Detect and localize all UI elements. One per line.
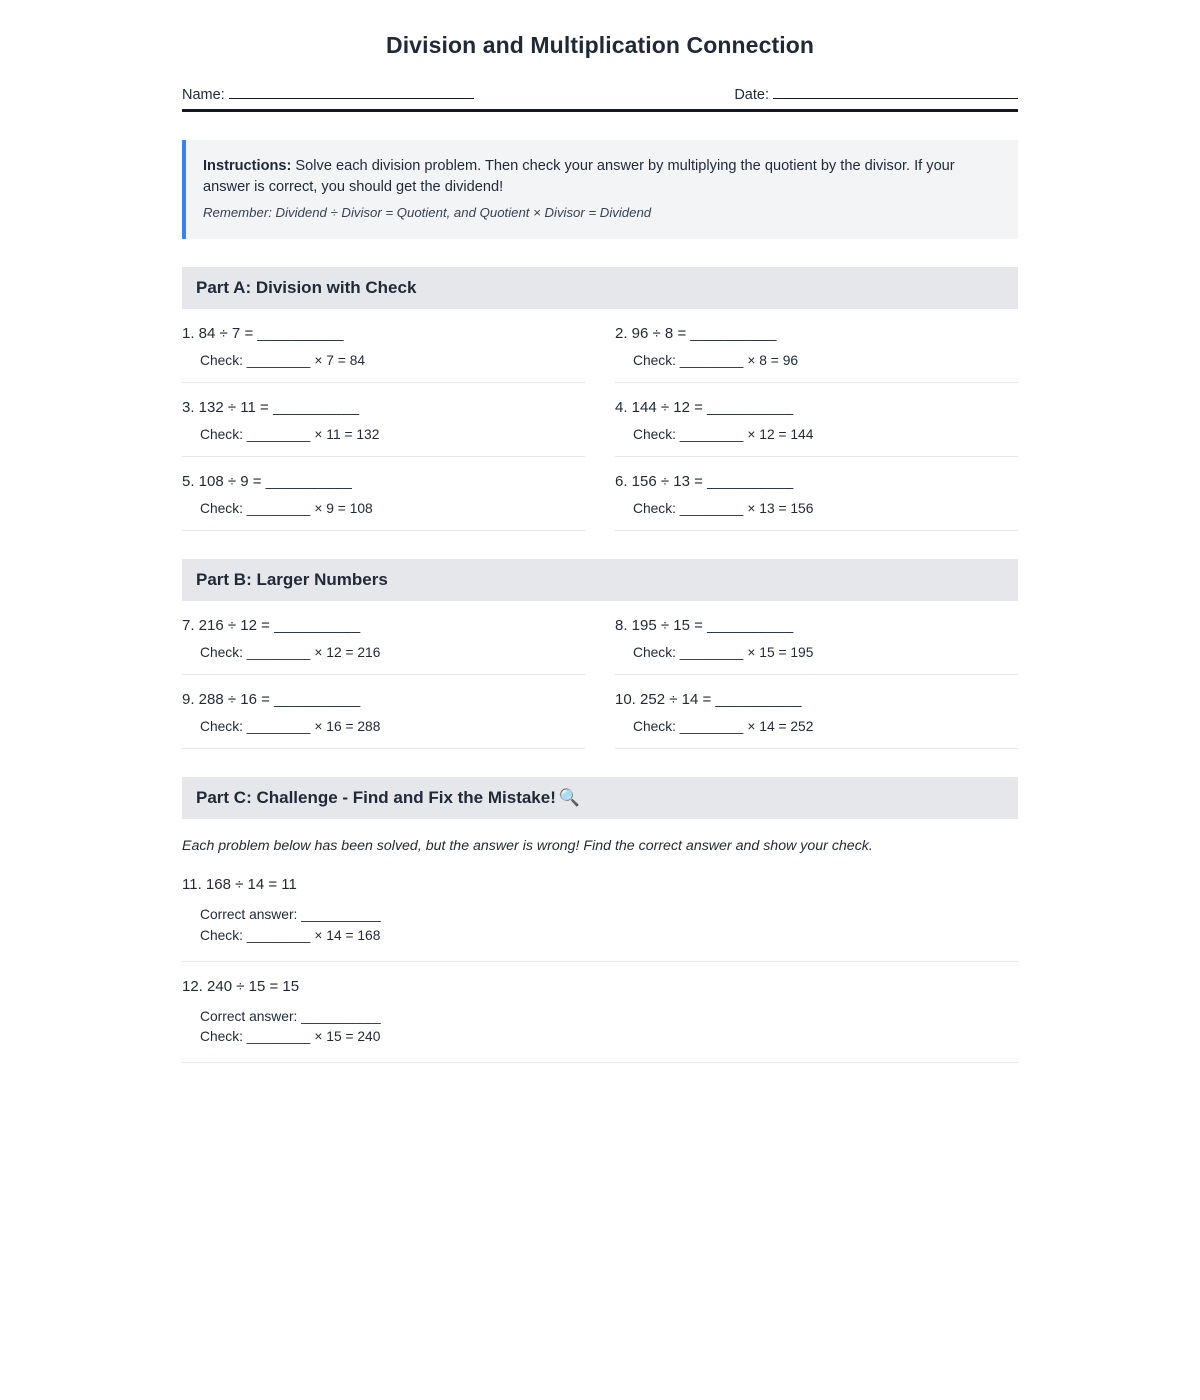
instructions-label: Instructions: [203,158,292,174]
challenge-answer-area [182,1007,1018,1048]
problem-expression: 7. 216 ÷ 12 = [182,617,275,635]
problem-item [615,675,1018,749]
check-equation-tail: × 13 = 156 [743,501,814,517]
correct-answer-line [200,905,1018,926]
check-line [182,353,585,368]
challenge-problem-item [182,962,1018,1063]
instructions-note: Remember: Dividend ÷ Divisor = Quotient, and Quotient × Divisor = Dividend [203,205,652,221]
problem-statement [182,617,585,634]
name-input-line[interactable] [229,85,474,99]
check-blank[interactable]: ________ [679,427,744,443]
header-divider [182,109,1018,112]
section-title: Part B: Larger Numbers [196,570,388,590]
problem-statement [182,473,585,490]
problem-item [615,383,1018,457]
check-line [182,645,585,660]
check-blank[interactable]: ________ [679,645,744,661]
problem-expression: 8. 195 ÷ 15 = [615,617,708,635]
check-blank[interactable]: ________ [246,719,311,735]
check-label: Check: [200,353,247,369]
check-line [615,353,1018,368]
correct-answer-blank[interactable]: __________ [301,907,381,923]
problem-expression: 1. 84 ÷ 7 = [182,325,258,343]
check-label: Check: [633,501,680,517]
magnifying-glass-icon: 🔍 [558,788,581,808]
check-blank[interactable]: ________ [679,719,744,735]
check-equation-tail: × 14 = 252 [743,719,814,735]
check-equation-tail: × 12 = 216 [310,645,381,661]
check-equation-tail: × 14 = 168 [310,927,381,943]
check-blank[interactable]: ________ [246,353,311,369]
check-blank[interactable]: ________ [679,353,744,369]
check-label: Check: [633,353,680,369]
instructions-text [203,156,1000,197]
challenge-problem-list [182,860,1018,1063]
problem-statement [615,473,1018,490]
challenge-statement: 11. 168 ÷ 14 = 11 [182,876,297,894]
check-blank[interactable]: ________ [679,501,744,517]
check-label: Check: [200,645,247,661]
answer-blank[interactable]: __________ [707,473,794,491]
section-title: Part A: Division with Check [196,278,417,298]
correct-answer-label: Correct answer: [200,907,302,923]
answer-blank[interactable]: __________ [274,617,361,635]
problem-statement [182,399,585,416]
check-blank[interactable]: ________ [246,427,311,443]
date-field-group [688,85,1018,103]
check-line [615,427,1018,442]
check-label: Check: [200,927,247,943]
check-equation-tail: × 8 = 96 [743,353,799,369]
check-label: Check: [200,719,247,735]
check-equation-tail: × 11 = 132 [310,427,380,443]
problem-statement [615,691,1018,708]
check-line [200,926,1018,947]
problem-statement [615,325,1018,342]
check-label: Check: [633,719,680,735]
problem-expression: 6. 156 ÷ 13 = [615,473,708,491]
check-equation-tail: × 15 = 240 [310,1029,381,1045]
problem-item [615,309,1018,383]
challenge-note: Each problem below has been solved, but the answer is wrong! Find the correct answer and show your check. [182,838,873,855]
name-field-group [182,85,512,103]
check-equation-tail: × 16 = 288 [310,719,381,735]
check-equation-tail: × 9 = 108 [310,501,373,517]
section-header [182,267,1018,309]
page-title: Division and Multiplication Connection [385,32,815,58]
problem-statement [615,399,1018,416]
check-label: Check: [633,645,680,661]
challenge-statement: 12. 240 ÷ 15 = 15 [182,977,300,995]
name-label: Name: [182,87,225,103]
answer-blank[interactable]: __________ [690,325,777,343]
challenge-answer-area [182,905,1018,946]
problem-expression: 4. 144 ÷ 12 = [615,399,708,417]
check-blank[interactable]: ________ [246,501,311,517]
check-equation-tail: × 15 = 195 [743,645,814,661]
check-blank[interactable]: ________ [246,927,311,943]
problem-item [182,601,585,675]
problem-grid [182,309,1018,531]
problem-expression: 9. 288 ÷ 16 = [182,691,275,709]
instructions-box [182,140,1018,239]
problem-item [615,601,1018,675]
name-date-row [182,85,1018,103]
answer-blank[interactable]: __________ [707,399,794,417]
check-line [615,719,1018,734]
check-blank[interactable]: ________ [246,645,311,661]
check-line [182,427,585,442]
correct-answer-label: Correct answer: [200,1008,302,1024]
problem-item [182,457,585,531]
section-header [182,559,1018,601]
check-equation-tail: × 7 = 84 [310,353,366,369]
problem-item [615,457,1018,531]
answer-blank[interactable]: __________ [274,691,361,709]
date-input-line[interactable] [773,85,1018,99]
answer-blank[interactable]: __________ [272,399,360,417]
problem-statement [182,691,585,708]
sections-container [182,267,1018,749]
answer-blank[interactable]: __________ [257,325,344,343]
answer-blank[interactable]: __________ [707,617,794,635]
problem-expression: 2. 96 ÷ 8 = [615,325,691,343]
answer-blank[interactable]: __________ [265,473,353,491]
section-header-part-c [182,777,1018,819]
problem-grid [182,601,1018,749]
problem-item [182,383,585,457]
problem-statement [182,325,585,342]
correct-answer-line [200,1007,1018,1028]
check-line [182,719,585,734]
challenge-problem-item [182,860,1018,961]
problem-item [182,675,585,749]
check-label: Check: [633,427,680,443]
check-label: Check: [200,427,247,443]
problem-statement [615,617,1018,634]
answer-blank[interactable]: __________ [715,691,802,709]
check-label: Check: [200,501,247,517]
check-line [182,501,585,516]
problem-expression: 5. 108 ÷ 9 = [182,473,266,491]
problem-expression: 10. 252 ÷ 14 = [615,691,716,709]
check-label: Check: [200,1029,247,1045]
problem-item [182,309,585,383]
correct-answer-blank[interactable]: __________ [301,1008,381,1024]
check-line [615,501,1018,516]
check-equation-tail: × 12 = 144 [743,427,814,443]
instructions-body: Solve each division problem. Then check your answer by multiplying the quotient by the divisor. If your answer is correct, you should get the dividend! [203,158,955,195]
date-label: Date: [734,87,769,103]
check-line [200,1027,1018,1048]
problem-expression: 3. 132 ÷ 11 = [182,399,273,417]
check-blank[interactable]: ________ [246,1029,311,1045]
section-title-part-c: Part C: Challenge - Find and Fix the Mistake! [196,788,556,808]
check-line [615,645,1018,660]
